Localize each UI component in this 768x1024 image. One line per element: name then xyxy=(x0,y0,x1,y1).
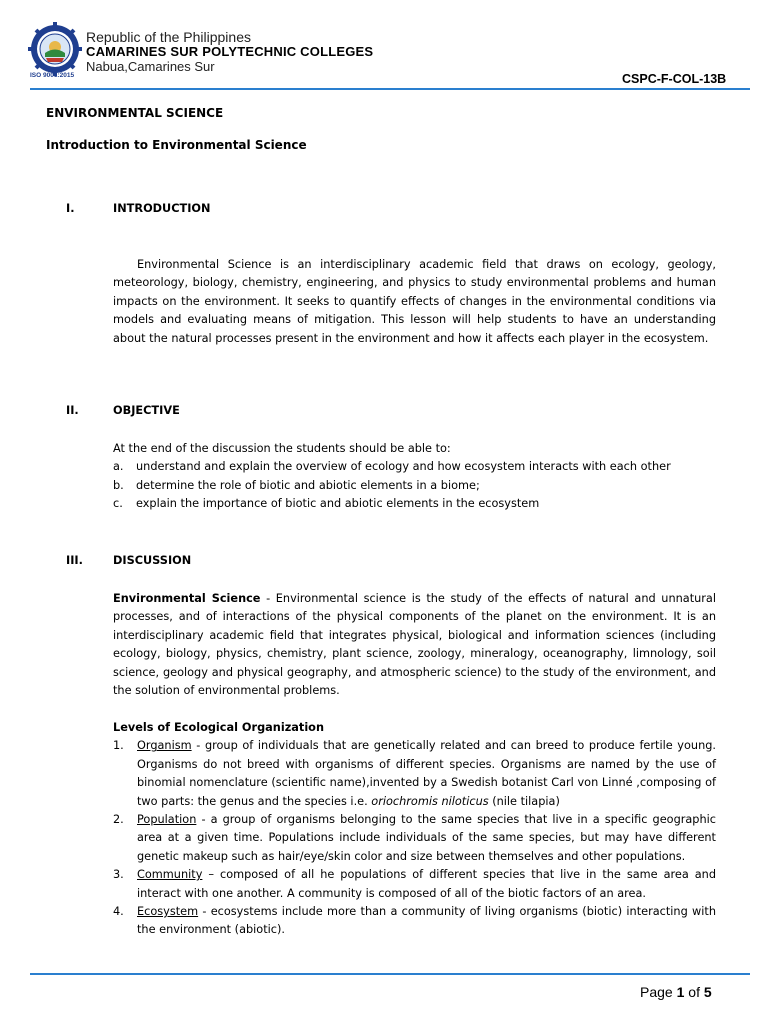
list-item: c. explain the importance of biotic and abiotic elements in the ecosystem xyxy=(113,497,540,511)
section-objective-heading xyxy=(66,404,180,417)
section-title: INTRODUCTION xyxy=(113,202,211,215)
section-title: DISCUSSION xyxy=(113,554,192,567)
discussion-term: Environmental Science xyxy=(113,592,261,605)
list-item: b. determine the role of biotic and abiotic elements in a biome; xyxy=(113,478,480,492)
republic-line: Republic of the Philippines xyxy=(86,29,251,45)
iso-certification: ISO 9001:2015 xyxy=(30,72,75,79)
section-introduction-heading xyxy=(66,202,210,215)
levels-heading: Levels of Ecological Organization xyxy=(113,721,324,734)
page-title: ENVIRONMENTAL SCIENCE xyxy=(46,106,224,120)
section-discussion-heading xyxy=(66,554,191,567)
list-item: 1. Organism - group of individuals that are genetically related and can breed to produce fertile young. Organisms do not breed with organisms of different species. Organisms are named by the use of binomial nomenclature (scientific name),invented by a Swedish botanist Carl von Linné ,composing of two parts: the genus and the species i.e. oriochromis niloticus (nile tilapia) xyxy=(113,739,716,808)
objective-lead: At the end of the discussion the students should be able to: xyxy=(113,442,451,455)
levels-block xyxy=(113,719,716,940)
section-number: III. xyxy=(66,554,83,567)
college-location: Nabua,Camarines Sur xyxy=(86,59,215,74)
header-divider xyxy=(30,88,750,90)
college-name: CAMARINES SUR POLYTECHNIC COLLEGES xyxy=(86,44,374,59)
section-number: I. xyxy=(66,202,75,215)
objective-list xyxy=(113,458,716,513)
list-item: 4. Ecosystem - ecosystems include more than a community of living organisms (biotic) interacting with the environment (abiotic). xyxy=(113,905,716,937)
page-subtitle: Introduction to Environmental Science xyxy=(46,138,307,152)
introduction-paragraph: Environmental Science is an interdisciplinary academic field that draws on ecology, geology, meteorology, biology, chemistry, engineering, and physics to study environmental problems and human impacts on the environment. It seeks to quantify effects of changes in the environmental conditions via models and evaluating means of mitigation. This lesson will help students to have an understanding about the natural processes present in the environment and how it affects each player in the ecosystem. xyxy=(113,258,716,345)
list-item: 2. Population - a group of organisms belonging to the same species that live in a specific geographic area at a given time. Populations include individuals of the same species, but may have different genetic makeup such as hair/eye/skin color and size between themselves and other populations. xyxy=(113,813,716,863)
objective-block xyxy=(113,440,716,514)
page-number: Page 1 of 5 xyxy=(640,984,712,1000)
list-item: a. understand and explain the overview of ecology and how ecosystem interacts with each other xyxy=(113,460,671,474)
document-code: CSPC-F-COL-13B xyxy=(622,72,727,86)
discussion-paragraph: Environmental Science - Environmental science is the study of the effects of natural and unnatural processes, and of interactions of the physical components of the planet on the environment. It is an interdisciplinary academic field that integrates physical, biological and information sciences (including ecology, biology, physics, chemistry, plant science, zoology, mineralogy, oceanography, limnology, soil science, geology and physical geography, and atmospheric science) to the study of the environment, and the solution of environmental problems. xyxy=(113,592,716,698)
list-item: 3. Community – composed of all he populations of different species that live in the same area and interact with one another. A community is composed of all of the biotic factors of an area. xyxy=(113,868,716,900)
footer-divider xyxy=(30,973,750,975)
section-title: OBJECTIVE xyxy=(113,404,180,417)
document-header xyxy=(86,30,373,73)
levels-list xyxy=(113,737,716,939)
section-number: II. xyxy=(66,404,79,417)
